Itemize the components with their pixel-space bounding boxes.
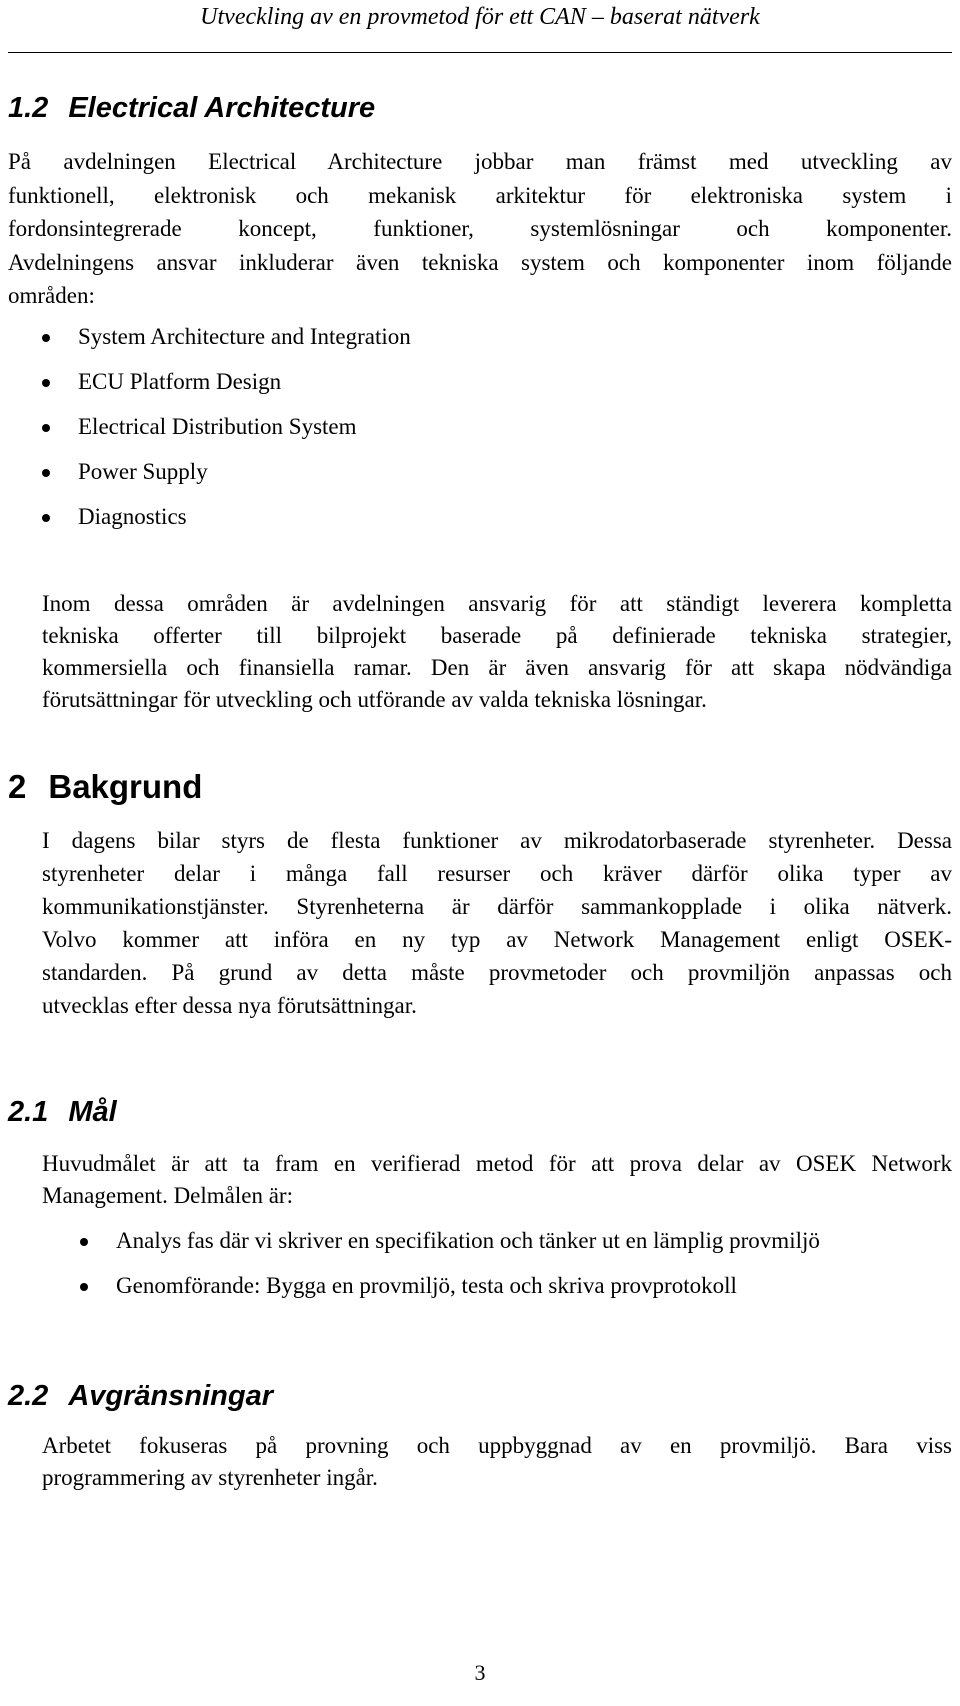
section-heading-1-2 <box>8 92 375 125</box>
list-item-label: ECU Platform Design <box>78 369 282 394</box>
section-number: 1.2 <box>8 92 49 124</box>
list-item-label: Electrical Distribution System <box>78 414 357 439</box>
bullet-icon <box>80 1283 88 1291</box>
section-heading-2-2 <box>8 1380 273 1413</box>
bullet-icon <box>80 1238 88 1246</box>
area-list <box>42 322 922 547</box>
paragraph-goal <box>42 1148 952 1212</box>
list-item-label: Analys fas där vi skriver en specifikation och tänker ut en lämplig provmiljö <box>116 1228 820 1253</box>
bullet-icon <box>42 469 50 477</box>
running-header: Utveckling av en provmetod för ett CAN – baserat nätverk <box>200 4 760 30</box>
section-heading-2 <box>8 768 202 806</box>
bullet-icon <box>42 379 50 387</box>
list-item <box>80 1271 952 1316</box>
paragraph-responsibility <box>42 588 952 716</box>
list-item <box>42 322 922 367</box>
paragraph-limitations <box>42 1430 952 1494</box>
list-item-label: Power Supply <box>78 459 208 484</box>
section-heading-2-1 <box>8 1096 117 1129</box>
text-line: Inom dessa områden är avdelningen ansvarig för att ständigt leverera kompletta <box>42 591 952 616</box>
text-line: funktionell, elektronisk och mekanisk arkitektur för elektroniska system i <box>8 182 952 208</box>
text-line: förutsättningar för utveckling och utförande av valda tekniska lösningar. <box>42 687 707 712</box>
bullet-icon <box>42 514 50 522</box>
list-item <box>42 367 922 412</box>
goal-list <box>80 1226 952 1316</box>
section-title: Bakgrund <box>48 768 203 805</box>
section-number: 2.2 <box>8 1380 49 1412</box>
bullet-icon <box>42 334 50 342</box>
section-number: 2.1 <box>8 1096 49 1128</box>
text-line: utvecklas efter dessa nya förutsättningar. <box>42 993 417 1018</box>
text-line: kommersiella och finansiella ramar. Den är även ansvarig för att skapa nödvändiga <box>42 655 952 680</box>
text-line: kommunikationstjänster. Styrenheterna är därför sammankopplade i olika nätverk. <box>42 894 952 919</box>
text-line: På avdelningen Electrical Architecture jobbar man främst med utveckling av <box>8 149 952 174</box>
page-number: 3 <box>474 1660 486 1685</box>
text-line: områden: <box>8 283 95 308</box>
list-item-label: System Architecture and Integration <box>78 324 411 349</box>
list-item <box>42 457 922 502</box>
text-line: programmering av styrenheter ingår. <box>42 1465 378 1490</box>
text-line: Huvudmålet är att ta fram en verifierad metod för att prova delar av OSEK Network <box>42 1151 952 1176</box>
list-item <box>42 412 922 457</box>
text-line: Management. Delmålen är: <box>42 1183 293 1208</box>
text-line: Avdelningens ansvar inkluderar även tekniska system och komponenter inom följande <box>8 249 952 275</box>
text-line: Volvo kommer att införa en ny typ av Network Management enligt OSEK- <box>42 927 952 952</box>
text-line: standarden. På grund av detta måste provmetoder och provmiljön anpassas och <box>42 960 952 985</box>
list-item-label: Diagnostics <box>78 504 187 529</box>
section-title: Electrical Architecture <box>68 92 376 124</box>
list-item-label: Genomförande: Bygga en provmiljö, testa och skriva provprotokoll <box>116 1273 737 1298</box>
bullet-icon <box>42 424 50 432</box>
header-rule <box>8 52 952 53</box>
section-title: Avgränsningar <box>68 1380 273 1412</box>
section-number: 2 <box>8 768 27 805</box>
list-item <box>80 1226 952 1271</box>
text-line: fordonsintegrerade koncept, funktioner, systemlösningar och komponenter. <box>8 216 952 241</box>
text-line: I dagens bilar styrs de flesta funktioner av mikrodatorbaserade styrenheter. Dessa <box>42 828 952 853</box>
section-title: Mål <box>68 1096 117 1128</box>
list-item <box>42 502 922 547</box>
text-line: styrenheter delar i många fall resurser och kräver därför olika typer av <box>42 861 952 886</box>
text-line: tekniska offerter till bilprojekt baserade på definierade tekniska strategier, <box>42 623 952 648</box>
text-line: Arbetet fokuseras på provning och uppbyggnad av en provmiljö. Bara viss <box>42 1433 952 1458</box>
paragraph-background <box>42 824 952 1022</box>
paragraph-electrical-architecture <box>8 145 952 313</box>
